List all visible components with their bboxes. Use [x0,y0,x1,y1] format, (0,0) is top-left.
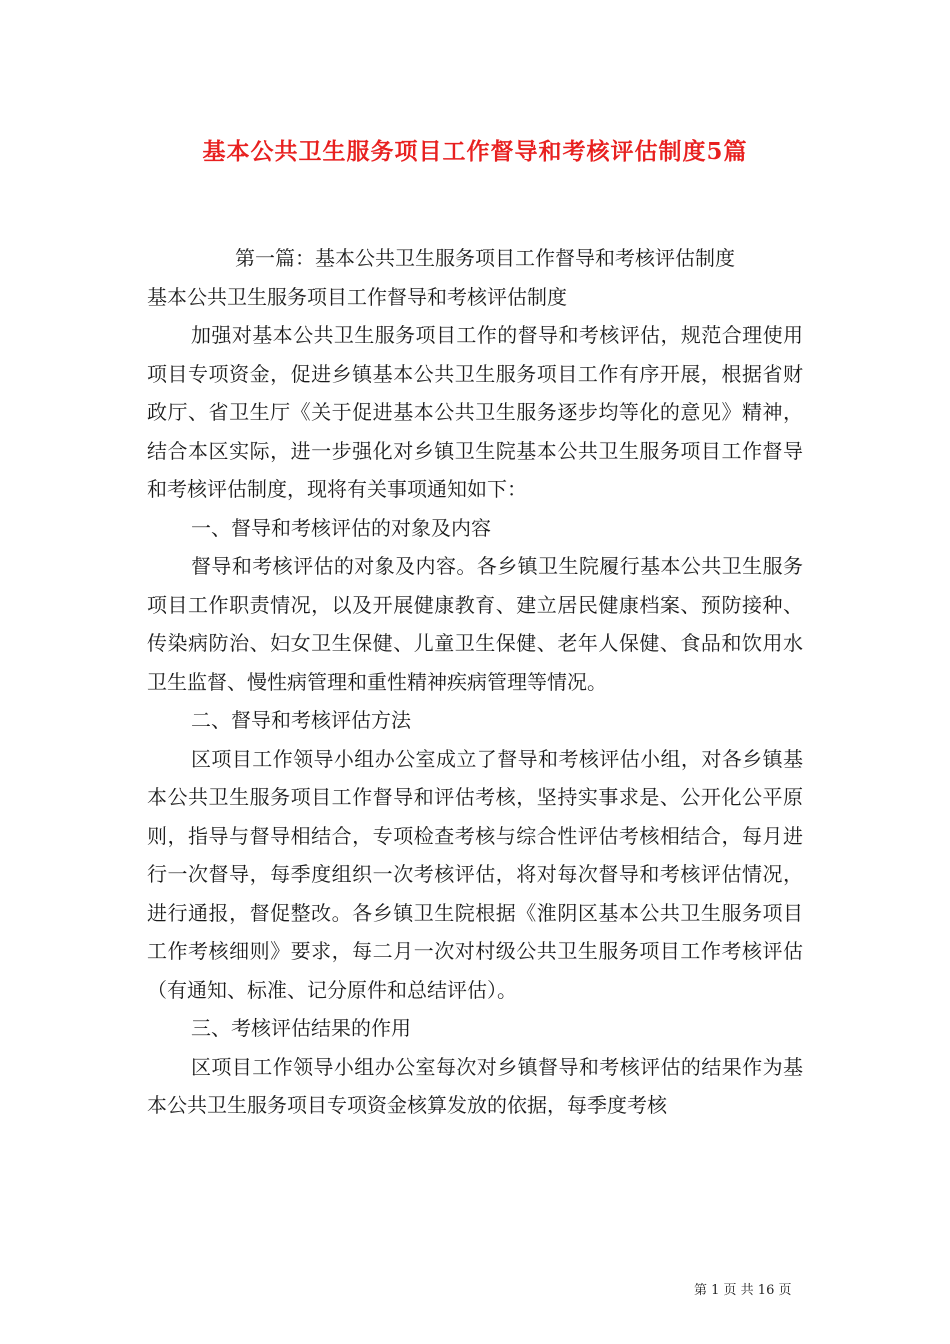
intro-paragraph: 加强对基本公共卫生服务项目工作的督导和考核评估，规范合理使用项目专项资金，促进乡镇基本公共卫生服务项目工作有序开展，根据省财政厅、省卫生厅《关于促进基本公共卫生服务逐步均等化的意见》精神，结合本区实际，进一步强化对乡镇卫生院基本公共卫生服务项目工作督导和考核评估制度，现将有关事项通知如下： [147,323,803,501]
document-body [147,239,803,1125]
section-heading-2: 二、督导和考核评估方法 [191,708,411,732]
page-number: 第 1 页 共 16 页 [694,1283,792,1298]
subtitle-line: 基本公共卫生服务项目工作督导和考核评估制度 [147,284,567,309]
section-2-paragraph: 区项目工作领导小组办公室成立了督导和考核评估小组，对各乡镇基本公共卫生服务项目工作督导和评估考核，坚持实事求是、公开化公平原则，指导与督导相结合，专项检查考核与综合性评估考核相结合，每月进行一次督导，每季度组织一次考核评估，将对每次督导和考核评估情况，进行通报，督促整改。各乡镇卫生院根据《淮阴区基本公共卫生服务项目工作考核细则》要求，每二月一次对村级公共卫生服务项目工作考核评估（有通知、标准、记分原件和总结评估）。 [147,746,803,1002]
section-heading-1: 一、督导和考核评估的对象及内容 [191,515,491,540]
section-heading-part1: 第一篇：基本公共卫生服务项目工作督导和考核评估制度 [235,246,735,270]
section-3-paragraph: 区项目工作领导小组办公室每次对乡镇督导和考核评估的结果作为基本公共卫生服务项目专项资金核算发放的依据，每季度考核 [147,1054,803,1117]
section-heading-3: 三、考核评估结果的作用 [191,1016,411,1040]
section-1-paragraph: 督导和考核评估的对象及内容。各乡镇卫生院履行基本公共卫生服务项目工作职责情况，以及开展健康教育、建立居民健康档案、预防接种、传染病防治、妇女卫生保健、儿童卫生保健、老年人保健、食品和饮用水卫生监督、慢性病管理和重性精神疾病管理等情况。 [147,554,803,694]
document-title: 基本公共卫生服务项目工作督导和考核评估制度5篇 [202,138,748,165]
